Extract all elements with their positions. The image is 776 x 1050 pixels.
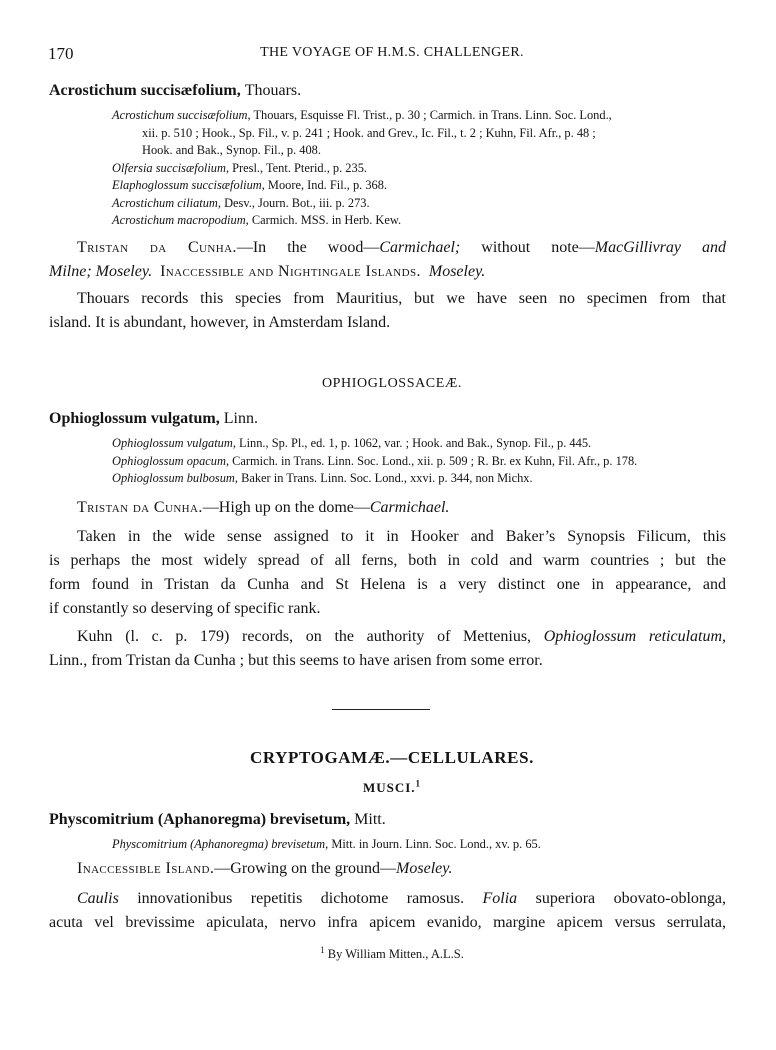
synonym-line	[112, 453, 732, 471]
synonym-line	[112, 107, 732, 125]
synonym-name: Acrostichum ciliatum	[112, 195, 218, 210]
synonym-line	[112, 212, 732, 230]
synonym-line	[112, 195, 732, 213]
synonym-reference: , Presl., Tent. Pterid., p. 235.	[225, 160, 367, 175]
page-number: 170	[48, 44, 74, 63]
locality-acrostichum: Tristan da Cunha.—In the wood—Carmichael; without note—MacGillivray and Milne; Moseley. Inaccessible and Nightingale Islands. Moseley.	[49, 239, 727, 280]
synonym-reference: , Mitt. in Journ. Linn. Soc. Lond., xv. p. 65.	[325, 837, 541, 851]
locality-place: Inaccessible Island.	[77, 860, 215, 877]
note-ophioglossum: Kuhn (l. c. p. 179) records, on the authority of Mettenius, Ophioglossum reticulatum, Linn., from Tristan da Cunha ; but this seems to have arisen from some error.	[49, 628, 727, 669]
locality-place: Tristan da Cunha.	[77, 499, 203, 516]
collector-name: Milne; Moseley.	[49, 263, 153, 280]
locality-place: Tristan da Cunha.	[77, 239, 237, 256]
latin-description: Caulis innovationibus repetitis dichotome ramosus. Folia superiora obovato-oblonga, acuta vel brevissime apiculata, nervo infra apicem evanido, margine apicem versus serrulata,	[49, 890, 726, 931]
species-heading-physcomitrium	[49, 811, 386, 829]
section-heading: CRYPTOGAMÆ.—CELLULARES.	[250, 748, 534, 767]
species-heading-acrostichum	[49, 82, 301, 100]
synonym-name: Ophioglossum vulgatum	[112, 436, 233, 450]
subsection-heading: MUSCI.$^1$	[362, 778, 422, 795]
species-name: Physcomitrium (Aphanoregma) brevisetum,	[49, 811, 351, 828]
synonym-line	[112, 177, 732, 195]
species-name: Ophioglossum vulgatum,	[49, 410, 220, 427]
locality-place: Inaccessible and Nightingale Islands.	[160, 263, 421, 280]
collector-name: Carmichael;	[379, 239, 461, 256]
locality-ophioglossum: Tristan da Cunha.—High up on the dome—Carmichael.	[77, 499, 450, 516]
taxon-name: Ophioglossum reticulatum,	[543, 628, 727, 645]
synonym-reference: , Desv., Journ. Bot., iii. p. 273.	[217, 195, 370, 210]
synonym-reference: , Linn., Sp. Pl., ed. 1, p. 1062, var. ; Hook. and Bak., Synop. Fil., p. 445.	[232, 436, 592, 450]
synonym-reference-continued: xii. p. 510 ; Hook., Sp. Fil., v. p. 241 ; Hook. and Grev., Ic. Fil., t. 2 ; Kuhn, Fil. Afr., p. 48 ;	[142, 125, 596, 140]
synonym-reference: , Carmich. MSS. in Herb. Kew.	[245, 213, 402, 227]
section-divider	[332, 709, 430, 710]
synonym-name: Physcomitrium (Aphanoregma) brevisetum	[112, 837, 326, 851]
synonym-name: Olfersia succisæfolium	[112, 160, 226, 175]
running-head: THE VOYAGE OF H.M.S. CHALLENGER.	[260, 45, 524, 60]
synonym-line	[112, 836, 732, 854]
synonym-line	[112, 160, 732, 178]
discussion-ophioglossum: Taken in the wide sense assigned to it in Hooker and Baker’s Synopsis Filicum, this is perhaps the most widely spread of all ferns, both in cold and warm countries ; but the form found in Tristan da Cunha and St Helena is a very distinct one in appearance, and if constantly so deserving of specific rank.	[49, 528, 726, 617]
species-name: Acrostichum succisæfolium,	[49, 82, 241, 99]
footnote: $^1$ By William Mitten., A.L.S.	[320, 944, 464, 961]
synonym-name: Acrostichum macropodium	[112, 213, 246, 227]
synonymy-ophioglossum	[112, 435, 732, 488]
synonym-reference: , Thouars, Esquisse Fl. Trist., p. 30 ; Carmich. in Trans. Linn. Soc. Lond.,	[247, 108, 612, 122]
synonym-reference-continued: Hook. and Bak., Synop. Fil., p. 408.	[142, 143, 321, 157]
synonym-reference: , Baker in Trans. Linn. Soc. Lond., xxvi. p. 344, non Michx.	[234, 471, 533, 485]
species-heading-ophioglossum	[49, 410, 258, 428]
footnote-marker: 1	[415, 778, 422, 789]
synonym-line	[112, 470, 732, 488]
synonymy-acrostichum	[112, 107, 732, 230]
collector-name: Moseley.	[428, 263, 486, 280]
synonym-name: Ophioglossum bulbosum	[112, 471, 235, 485]
species-author: Mitt.	[354, 811, 386, 828]
family-heading: OPHIOGLOSSACEÆ.	[321, 376, 463, 391]
footnote-marker: 1	[320, 944, 325, 955]
synonym-line	[112, 435, 732, 453]
collector-name: MacGillivray and	[594, 239, 727, 256]
synonym-reference: , Carmich. in Trans. Linn. Soc. Lond., xii. p. 509 ; R. Br. ex Kuhn, Fil. Afr., p. 178.	[225, 453, 638, 468]
synonym-reference: , Moore, Ind. Fil., p. 368.	[261, 178, 388, 192]
synonym-name: Ophioglossum opacum	[112, 453, 226, 468]
page-header	[48, 44, 736, 66]
synonymy-physcomitrium	[112, 836, 732, 854]
species-author: Linn.	[223, 410, 258, 427]
collector-name: Carmichael.	[369, 499, 450, 516]
locality-physcomitrium: Inaccessible Island.—Growing on the ground—Moseley.	[77, 860, 453, 877]
synonym-name: Acrostichum succisæfolium	[112, 108, 248, 122]
synonym-name: Elaphoglossum succisæfolium	[112, 178, 262, 192]
collector-name: Moseley.	[396, 860, 453, 877]
species-author: Thouars.	[244, 82, 302, 99]
note-acrostichum: Thouars records this species from Mauritius, but we have seen no specimen from that island. It is abundant, however, in Amsterdam Island.	[49, 290, 726, 331]
